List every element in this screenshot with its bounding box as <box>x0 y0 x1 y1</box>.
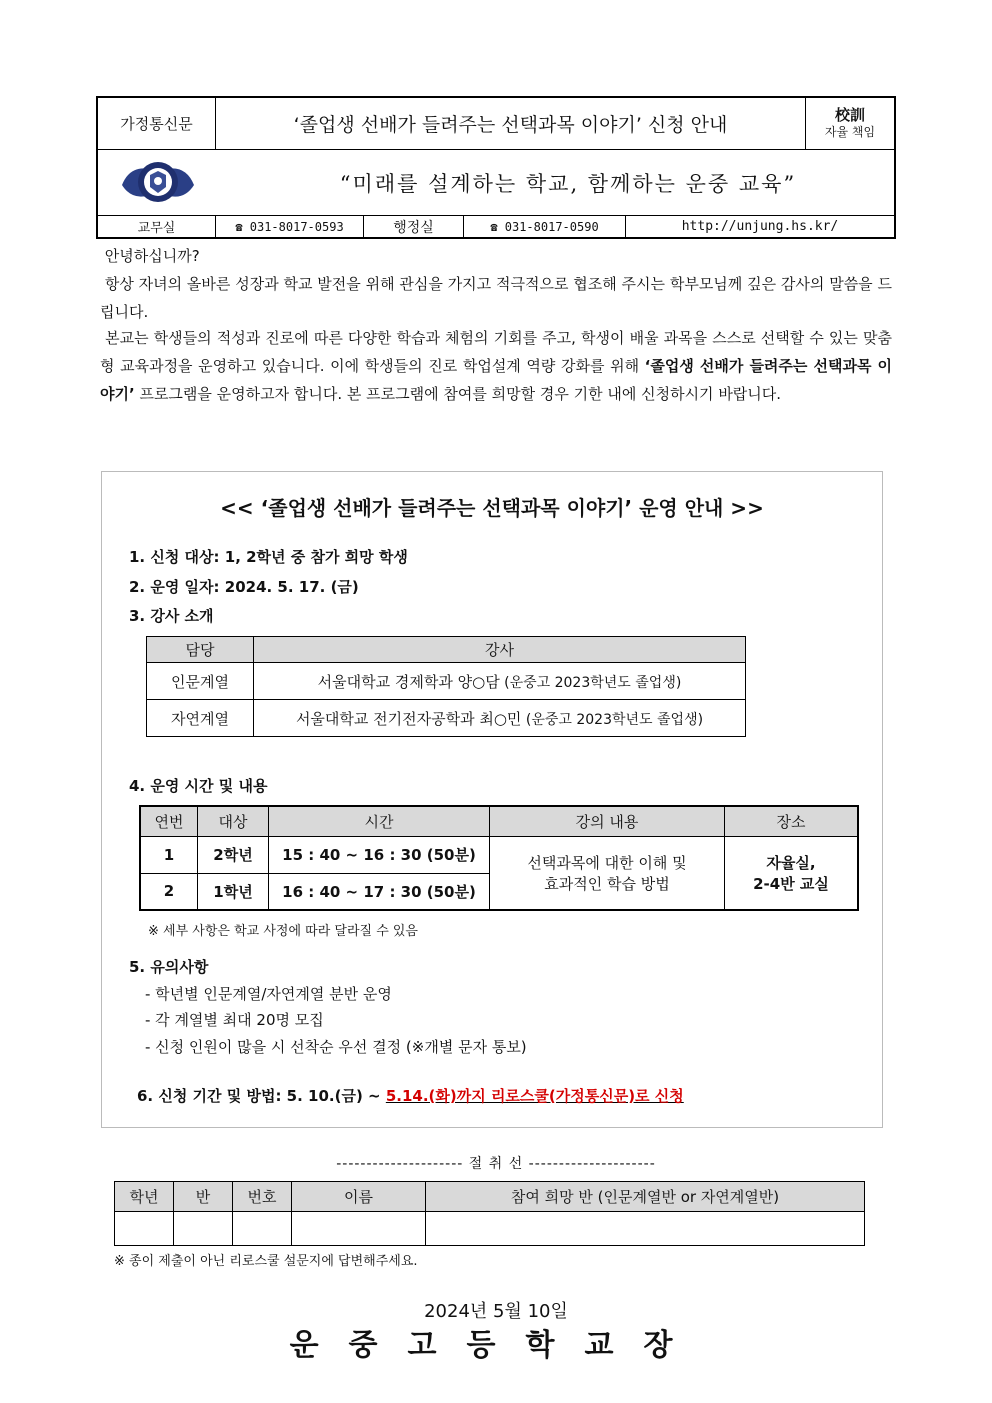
place-line-2: 2-4반 교실 <box>753 874 829 893</box>
principal-signature: 운중고등학교장 <box>289 1328 703 1363</box>
lecturer-name: 서울대학교 경제학과 양○담 <box>317 672 500 691</box>
item-schedule: 4. 운영 시간 및 내용 <box>129 777 268 795</box>
lecturer-note: (운중고 2023학년도 졸업생) <box>521 711 704 728</box>
lecturer-note: (운중고 2023학년도 졸업생) <box>499 674 682 691</box>
form-header-class: 반 <box>174 1182 233 1212</box>
schedule-content <box>490 836 725 910</box>
letter-greeting <box>100 242 892 270</box>
schedule-no: 1 <box>140 836 198 873</box>
school-motto <box>806 98 894 150</box>
lecturer-info <box>254 663 746 700</box>
form-note: ※ 종이 제출이 아닌 리로스쿨 설문지에 답변해주세요. <box>114 1254 418 1269</box>
table-row <box>147 700 746 737</box>
schedule-time: 16 : 40 ~ 17 : 30 (50분) <box>269 873 490 910</box>
form-header-choice: 참여 희망 반 (인문계열반 or 자연계열반) <box>426 1182 865 1212</box>
form-header-number: 번호 <box>233 1182 292 1212</box>
guide-title: << ‘졸업생 선배가 들려주는 선택과목 이야기’ 운영 안내 >> <box>220 496 764 520</box>
item-lecturer: 3. 강사 소개 <box>129 607 214 625</box>
paragraph-1-text: 항상 자녀의 올바른 성장과 학교 발전을 위해 관심을 가지고 적극적으로 협조해 주시는 학부모님께 깊은 감사의 말씀을 드립니다. <box>100 275 892 321</box>
form-class-field[interactable] <box>174 1212 233 1246</box>
apply-method: 5.14.(화)까지 리로스쿨(가정통신문)로 신청 <box>385 1087 684 1105</box>
letter-paragraph-1 <box>100 270 892 326</box>
schedule-header-content: 강의 내용 <box>490 806 725 836</box>
slogan-row <box>98 150 894 216</box>
greeting-text: 안녕하십니까? <box>104 247 200 265</box>
office-academic: 교무실 <box>98 216 216 237</box>
apply-period: 6. 신청 기간 및 방법: 5. 10.(금) ~ <box>137 1087 386 1105</box>
content-line-1: 선택과목에 대한 이해 및 <box>527 853 687 872</box>
header-table <box>96 96 896 239</box>
school-url[interactable]: http://unjung.hs.kr/ <box>681 219 839 234</box>
form-grade-field[interactable] <box>115 1212 174 1246</box>
schedule-target: 1학년 <box>198 873 269 910</box>
schedule-header-no: 연번 <box>140 806 198 836</box>
item-target: 1. 신청 대상: 1, 2학년 중 참가 희망 학생 <box>129 548 408 566</box>
program-name: ‘졸업생 선배가 들려주는 선택과목 이야기’ <box>100 357 892 403</box>
item-date: 2. 운영 일자: 2024. 5. 17. (금) <box>129 578 359 596</box>
lecturer-dept: 인문계열 <box>147 663 254 700</box>
phone-academic: ☎ 031-8017-0593 <box>216 216 364 237</box>
schedule-table <box>139 805 859 911</box>
schedule-time: 15 : 40 ~ 16 : 30 (50분) <box>269 836 490 873</box>
item-apply <box>137 1085 684 1106</box>
form-name-field[interactable] <box>292 1212 426 1246</box>
form-header-name: 이름 <box>292 1182 426 1212</box>
caution-3: - 신청 인원이 많을 시 선착순 우선 결정 (※개별 문자 통보) <box>145 1038 527 1056</box>
lecturer-table <box>146 636 746 737</box>
caution-2: - 각 계열별 최대 20명 모집 <box>145 1011 324 1029</box>
table-row <box>147 663 746 700</box>
form-header-grade: 학년 <box>115 1182 174 1212</box>
reply-form-table <box>114 1181 865 1246</box>
motto-title: 校訓 <box>834 105 865 124</box>
lecturer-header-name: 강사 <box>254 637 746 663</box>
schedule-note: ※ 세부 사항은 학교 사정에 따라 달라질 수 있음 <box>148 924 418 939</box>
phone-admin: ☎ 031-8017-0590 <box>464 216 626 237</box>
table-row <box>140 836 858 873</box>
lecturer-name: 서울대학교 전기전자공학과 최○민 <box>295 709 522 728</box>
document-title: ‘졸업생 선배가 들려주는 선택과목 이야기’ 신청 안내 <box>216 98 806 150</box>
lecturer-dept: 자연계열 <box>147 700 254 737</box>
lecturer-info <box>254 700 746 737</box>
schedule-target: 2학년 <box>198 836 269 873</box>
schedule-no: 2 <box>140 873 198 910</box>
content-line-2: 효과적인 학습 방법 <box>544 874 670 893</box>
place-line-1: 자율실, <box>766 853 816 872</box>
form-choice-field[interactable] <box>426 1212 865 1246</box>
school-slogan: “미래를 설계하는 학교, 함께하는 운중 교육” <box>339 172 797 196</box>
table-row <box>115 1212 865 1246</box>
office-admin: 행정실 <box>364 216 464 237</box>
schedule-place <box>725 836 859 910</box>
newsletter-label: 가정통신문 <box>98 98 216 150</box>
issue-date: 2024년 5월 10일 <box>424 1301 568 1322</box>
cut-line: --------------------- 절 취 선 --------------------- <box>336 1156 656 1172</box>
motto-text: 자율 책임 <box>824 125 876 140</box>
caution-1: - 학년별 인문계열/자연계열 분반 운영 <box>145 985 392 1003</box>
schedule-header-time: 시간 <box>269 806 490 836</box>
form-number-field[interactable] <box>233 1212 292 1246</box>
letter-paragraph-2 <box>100 324 892 408</box>
lecturer-header-dept: 담당 <box>147 637 254 663</box>
paragraph-2-text-b: 프로그램을 운영하고자 합니다. 본 프로그램에 참여를 희망할 경우 기한 내에 신청하시기 바랍니다. <box>134 385 782 403</box>
schedule-header-place: 장소 <box>725 806 859 836</box>
school-emblem-icon <box>120 155 196 209</box>
item-cautions: 5. 유의사항 <box>129 958 209 976</box>
schedule-header-target: 대상 <box>198 806 269 836</box>
paragraph-2-text-a: 본교는 학생들의 적성과 진로에 따른 다양한 학습과 체험의 기회를 주고, 학생이 배울 과목을 스스로 선택할 수 있는 맞춤형 교육과정을 운영하고 있습니다. 이에 학생들의 진로 학업설계 역량 강화를 위해 <box>100 329 892 375</box>
